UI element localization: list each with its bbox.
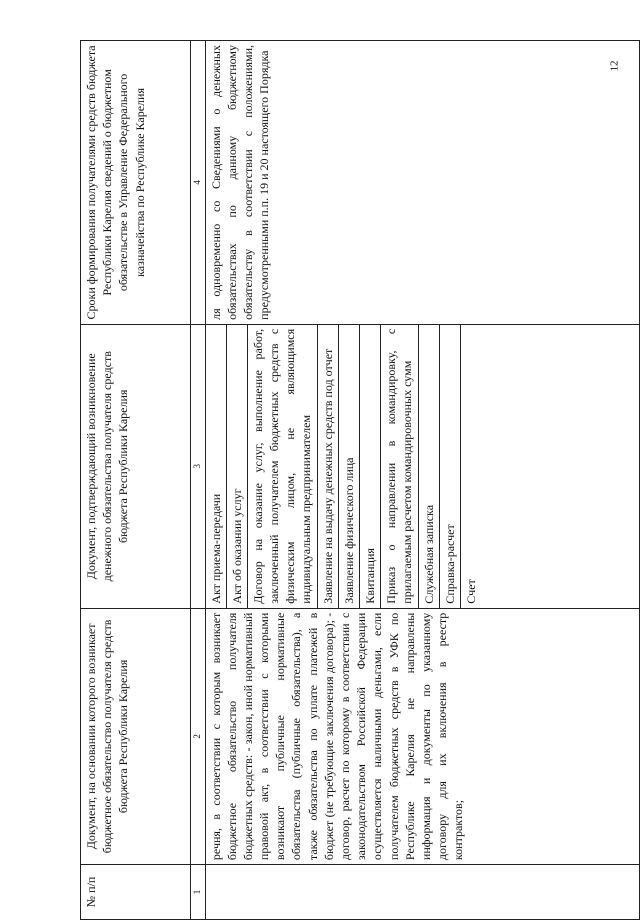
confirming-documents-cell xyxy=(205,324,639,608)
table-header-row xyxy=(81,41,191,920)
list-item: Служебная записка xyxy=(418,325,439,608)
document-table xyxy=(80,40,640,920)
header-deadlines: Сроки формирования получателями средств бюджета Республики Карелия сведений о бюджетном обязательстве в Управление Федерального казначейства по Республике Карелия xyxy=(81,41,191,325)
list-item: Договор на оказание услуг, выполнение работ, заключенный получателем бюджетных средств с физическим лицом, не являющимся индивидуальным предпринимателем xyxy=(247,325,317,608)
page-number: 12 xyxy=(608,60,621,72)
header-confirming-document: Документ, подтверждающий возникновение денежного обязательства получателя средств бюджета Республики Карелия xyxy=(81,324,191,608)
column-index: 2 xyxy=(190,608,205,864)
list-item: Заявление физического лица xyxy=(338,325,359,608)
row-number-cell xyxy=(205,865,639,920)
deadlines-cell: ля одновременно со Сведениями о денежных обязательствах по данному бюджетному обязательству в соответствии с положениями, предусмотренными п.п. 19 и 20 настоящего Порядка xyxy=(205,41,639,325)
column-index: 3 xyxy=(190,324,205,608)
list-item: Квитанция xyxy=(360,325,381,608)
column-index: 1 xyxy=(190,865,205,920)
header-basis-document: Документ, на основании которого возникает бюджетное обязательство получателя средств бюджета Республики Карелия xyxy=(81,608,191,864)
header-number: № п/п xyxy=(81,865,191,920)
confirming-documents-list xyxy=(206,325,482,608)
list-item: Справка-расчет xyxy=(439,325,460,608)
rotated-table-container xyxy=(80,40,640,920)
table-row xyxy=(205,41,639,920)
column-index-row xyxy=(190,41,205,920)
list-item: Акт об оказании услуг xyxy=(226,325,247,608)
list-item: Заявление на выдачу денежных средств под отчет xyxy=(317,325,338,608)
column-index: 4 xyxy=(190,41,205,325)
list-item: Приказ о направлении в командировку, с прилагаемым расчетом командировочных сумм xyxy=(381,325,418,608)
list-item: Счет xyxy=(463,579,478,604)
list-item: Акт приема-передачи xyxy=(206,325,227,608)
basis-document-cell: речня, в соответствии с которым возникает бюджетное обязательство получателя бюджетных средств: - закон, иной нормативный правовой акт, в соответствии с которыми возникают публичные нормативные обязательства (публичные обязательства), а также обязательства по уплате платежей в бюджет (не требующие заключения договора); - договор, расчет по которому в соответствии с законодательством Российской Федерации осуществляется наличными деньгами, если получателем бюджетных средств в УФК по Республике Карелия не направлены информация и документы по указанному договору для их включения в реестр контрактов; xyxy=(205,608,639,864)
